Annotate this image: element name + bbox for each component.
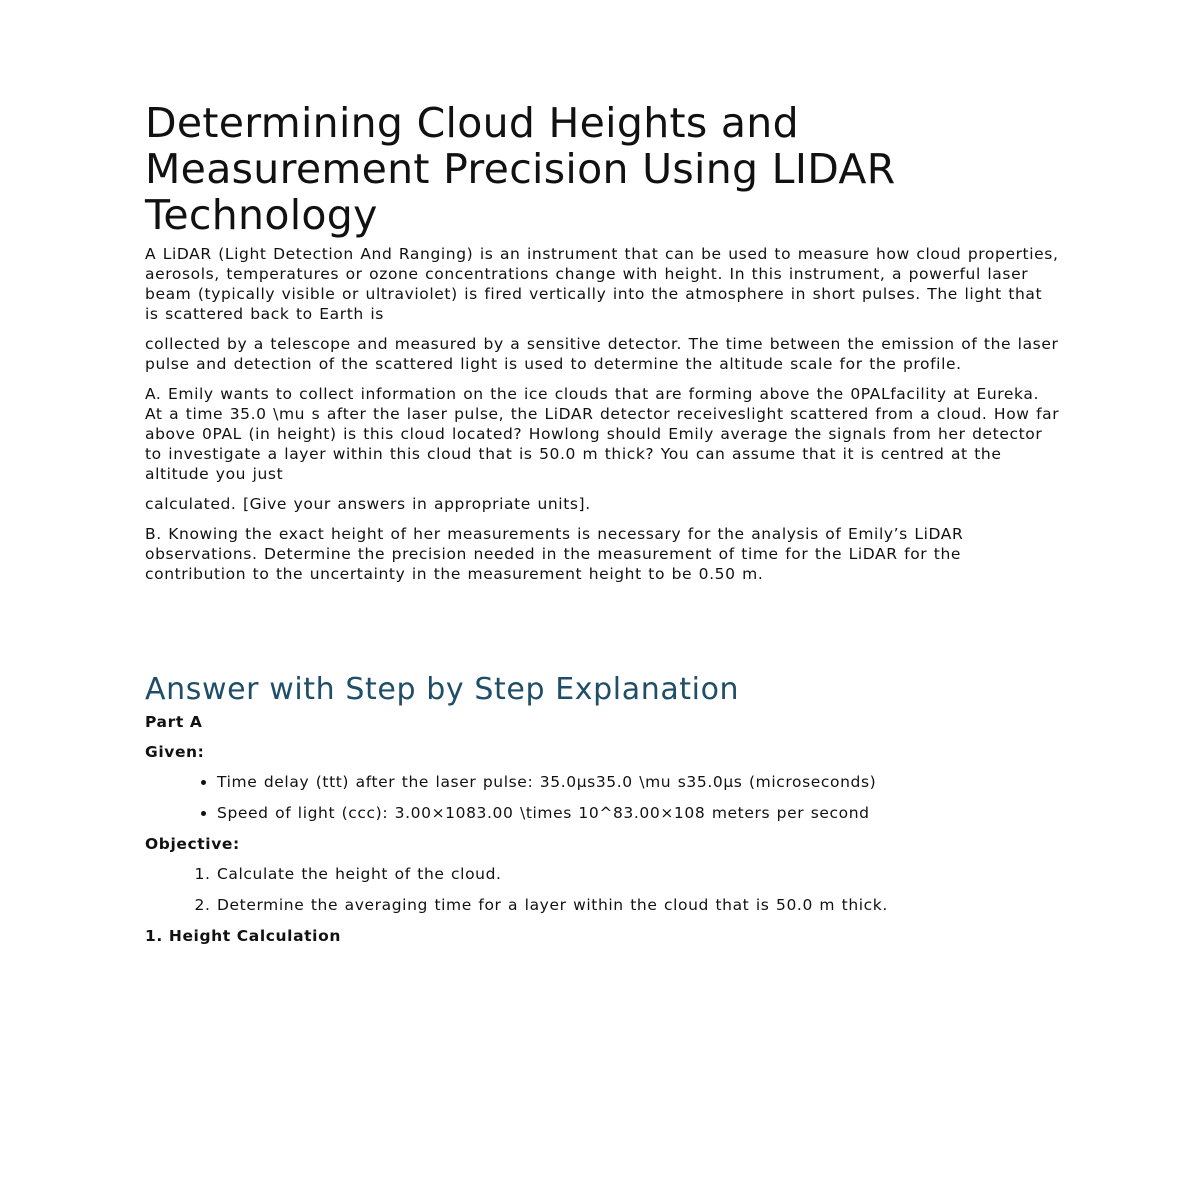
given-label: Given:: [145, 743, 205, 761]
list-item: 2. Determine the averaging time for a layer within the cloud that is 50.0 m thick.: [217, 895, 1060, 915]
document-title: Determining Cloud Heights and Measurement Precision Using LIDAR Technology: [145, 99, 896, 239]
question-a-paragraph-continued: calculated. [Give your answers in appropriate units].: [145, 495, 591, 513]
list-item: • Time delay (ttt) after the laser pulse: 35.0μs35.0 \mu s35.0μs (microseconds): [217, 772, 1060, 792]
document-page: [145, 100, 1060, 956]
question-a-paragraph: A. Emily wants to collect information on the ice clouds that are forming above the 0PALfacility at Eureka. At a time 35.0 \mu s after the laser pulse, the LiDAR detector receiveslight scattered from a cloud. How far above 0PAL (in height) is this cloud located? Howlong should Emily average the signals from her detector to investigate a layer within this cloud that is 50.0 m thick? You can assume that it is centred at the altitude you just: [145, 385, 1060, 483]
objective-label: Objective:: [145, 835, 240, 853]
list-item: • Speed of light (ccc): 3.00×1083.00 \times 10^83.00×108 meters per second: [217, 803, 1060, 823]
given-list: [145, 772, 1060, 823]
question-b-paragraph: B. Knowing the exact height of her measurements is necessary for the analysis of Emily’s LiDAR observations. Determine the precision needed in the measurement of time for the LiDAR for the contribution to the uncertainty in the measurement height to be 0.50 m.: [145, 525, 964, 583]
intro-paragraph-continued: collected by a telescope and measured by a sensitive detector. The time between the emission of the laser pulse and detection of the scattered light is used to determine the altitude scale for the profile.: [145, 335, 1059, 373]
height-calculation-label: 1. Height Calculation: [145, 927, 341, 945]
list-item: 1. Calculate the height of the cloud.: [217, 864, 1060, 884]
objective-list: [145, 864, 1060, 915]
answer-heading: Answer with Step by Step Explanation: [145, 672, 740, 707]
part-a-label: Part A: [145, 713, 203, 731]
section-spacer: [145, 594, 1060, 672]
intro-paragraph: A LiDAR (Light Detection And Ranging) is an instrument that can be used to measure how cloud properties, aerosols, temperatures or ozone concentrations change with height. In this instrument, a powerful laser beam (typically visible or ultraviolet) is fired vertically into the atmosphere in short pulses. The light that is scattered back to Earth is: [145, 245, 1059, 323]
